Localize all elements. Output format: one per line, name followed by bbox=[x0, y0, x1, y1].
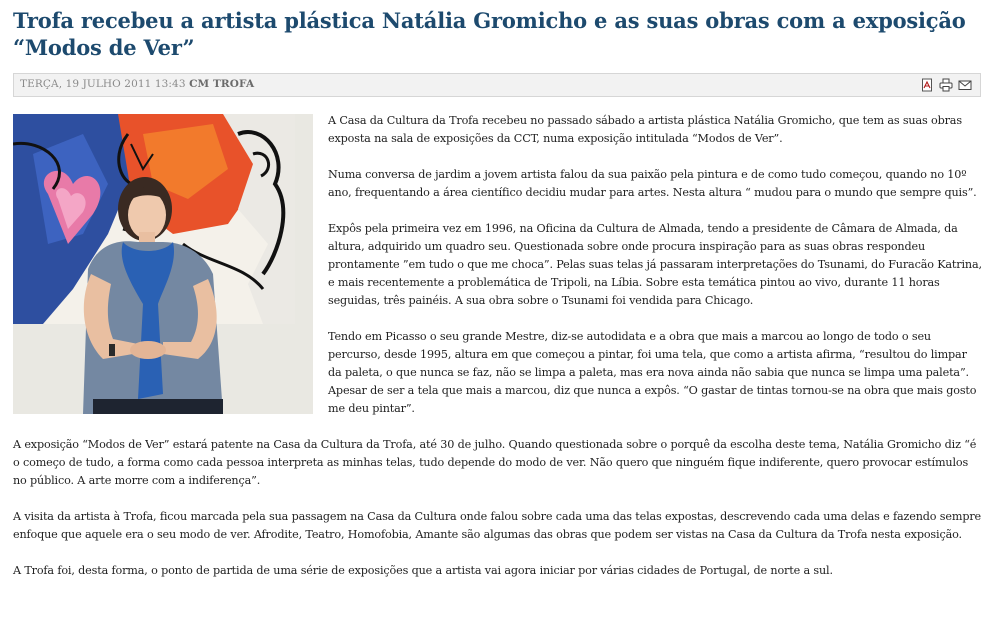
pdf-icon[interactable] bbox=[920, 78, 934, 92]
email-icon[interactable] bbox=[958, 78, 972, 92]
print-icon[interactable] bbox=[939, 78, 953, 92]
photo-spacer bbox=[13, 112, 313, 424]
article-paragraph: Expôs pela primeira vez em 1996, na Oficina da Cultura de Almada, tendo a presidente de Câmara de Almada, da altura, adquirido um quadro seu. Questionada sobre onde procura inspiração para as suas obras respondeu prontamente ”em tudo o que me choca”. Pelas suas telas já passaram interpretações do Tsunami, do Furacão Katrina, e mais recentemente a problemática de Tripoli, na Líbia. Sobre esta temática pintou ao vivo, durante 11 horas seguidas, três painéis. A sua obra sobre o Tsunami foi vendida para Chicago. bbox=[328, 222, 982, 307]
article-title: Trofa recebeu a artista plástica Natália Gromicho e as suas obras com a exposição “Modos de Ver” bbox=[13, 8, 966, 60]
article-date: TERÇA, 19 JULHO 2011 13:43 bbox=[20, 78, 186, 90]
article-section[interactable]: CM TROFA bbox=[189, 78, 255, 90]
article-body bbox=[13, 112, 983, 598]
article-meta bbox=[20, 78, 254, 90]
article-paragraph: Tendo em Picasso o seu grande Mestre, diz-se autodidata e a obra que mais a marcou ao longo de todo o seu percurso, desde 1995, altura em que começou a pintar, foi uma tela, que como a artista afirma, “resultou do limpar da paleta, o que nunca se faz, não se limpa a paleta, mas era nova ainda não sabia que nunca se limpa uma paleta”. Apesar de ser a tela que mais a marcou, diz que nunca a expôs. “O gastar de tintas tornou-se na obra que mais gosto me deu pintar”. bbox=[328, 330, 977, 415]
article-tools bbox=[920, 78, 972, 92]
article-paragraph: A Casa da Cultura da Trofa recebeu no passado sábado a artista plástica Natália Gromicho, que tem as suas obras exposta na sala de exposições da CCT, numa exposição intitulada “Modos de Ver”. bbox=[328, 114, 962, 145]
article-paragraph: A exposição “Modos de Ver” estará patente na Casa da Cultura da Trofa, até 30 de julho. Quando questionada sobre o porquê da escolha deste tema, Natália Gromicho diz “é o começo de tudo, a forma como cada pessoa interpreta as minhas telas, tudo depende do modo de ver. Não quero que ninguém fique indiferente, quero provocar estímulos no público. A arte morre com a indiferença”. bbox=[13, 438, 977, 487]
article-paragraph: A Trofa foi, desta forma, o ponto de partida de uma série de exposições que a artista vai agora iniciar por várias cidades de Portugal, de norte a sul. bbox=[13, 564, 833, 577]
article-meta-bar bbox=[13, 73, 981, 97]
article-paragraph: Numa conversa de jardim a jovem artista falou da sua paixão pela pintura e de como tudo começou, quando no 10º ano, frequentando a área científico decidiu mudar para artes. Nesta altura “ mudou para o mundo que sempre quis”. bbox=[328, 168, 977, 199]
article-paragraph: A visita da artista à Trofa, ficou marcada pela sua passagem na Casa da Cultura onde falou sobre cada uma das telas expostas, descrevendo cada uma delas e fazendo sempre enfoque que aquele era o seu modo de ver. Afrodite, Teatro, Homofobia, Amante são algumas das obras que podem ser vistas na Casa da Cultura da Trofa nesta exposição. bbox=[13, 510, 981, 541]
